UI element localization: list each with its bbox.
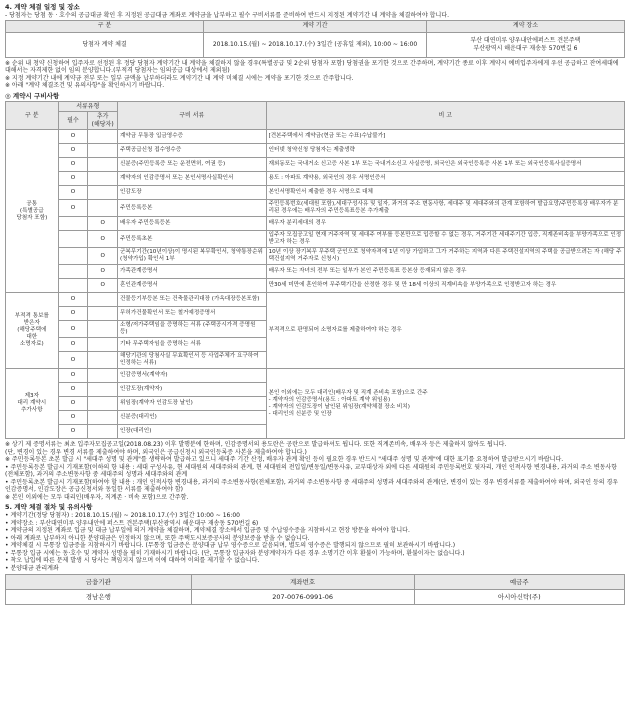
document-note: 배우자 분리세대의 경우 <box>266 217 624 231</box>
document-note: 배우자 또는 자녀의 전부 또는 일부가 본인 주민등록표 등본상 등재되지 않은 경우 <box>266 265 624 279</box>
procedure-line: • 계약체결 시 무통장 입금증을 지참하시기 바랍니다. (무통장 입금증은 분양대금 납부 영수증으로 갈음되며, 별도의 영수증은 발행되지 않으므로 필히 보관하시기 바랍니다.) <box>5 542 456 550</box>
table-row <box>6 293 625 307</box>
additional-mark <box>88 186 118 200</box>
additional-mark <box>88 397 118 411</box>
document-name: 인장(대리인) <box>118 425 267 439</box>
section-4-title: 4. 계약 체결 일정 및 장소 <box>5 3 80 11</box>
bank-header-account: 계좌번호 <box>191 575 414 590</box>
required-mark: O <box>58 425 88 439</box>
additional-mark <box>88 411 118 425</box>
procedure-line: • 아래 계좌로 납부하지 아니한 분양대금은 인정하지 않으며, 또한 주택도시보증공사의 분양보증을 받을 수 없습니다. <box>5 534 310 542</box>
document-note: 인터넷 청약신청 당첨자는 제출생략 <box>266 144 624 158</box>
note: (단, 변경이 있는 경우 변경 서류를 제출하여야 하며, 외국인은 공급신청시 외국인등록증 사본을 제출하여야 합니다.) <box>5 448 307 456</box>
additional-mark <box>88 352 118 369</box>
document-note: [견본주택에서 계약금(현금 또는 수표)수납불가] <box>266 130 624 144</box>
required-mark <box>58 279 88 293</box>
docs-header-additional: 추가 (해당자) <box>88 112 118 130</box>
required-mark <box>58 265 88 279</box>
bank-header-institution: 금융기관 <box>6 575 192 590</box>
group-note-line: 본인 이외에는 모두 대리인(배우자 및 직계 존비속 포함)으로 간주 <box>268 389 428 396</box>
table-row <box>6 279 625 293</box>
docs-notes <box>5 441 625 501</box>
schedule-type: 당첨자 계약 체결 <box>6 32 204 57</box>
procedure-line: • 계약장소 : 부산대연미루 양우내안에 퍼스트 견본주택(부산광역시 해운대구 재송동 570번길 6) <box>5 519 259 527</box>
table-row <box>6 231 625 248</box>
additional-mark: O <box>88 231 118 248</box>
note: • 주민등록등본 발급시 기재포함(이하의 항 내용 : 세대 구성사유, 현 세대원의 세대주와의 관계, 현 세대원의 전입일/변동일/변동사유, 교부대상자 외에 다른 세대원의 주민등록번호 뒷자리, 개인 인적사항 변경내용, 과거의 주소 변동사항(전체포함), 과거의 주소변동사항 중 세대주의 성명과 세대주와의 관계 <box>5 463 618 479</box>
bank-name: 경남은행 <box>6 590 192 605</box>
document-name: 인감도장(계약자) <box>118 383 267 397</box>
document-name: 건물등기부등본 또는 건축물관리대장 (가옥대장등본포함) <box>118 293 267 307</box>
schedule-place <box>426 32 624 57</box>
schedule-header-place: 계약 장소 <box>426 20 624 32</box>
table-row <box>6 130 625 144</box>
docs-group-label: 부적격 통보를 받은자 (해당주택에 대한 소명자료) <box>6 293 59 369</box>
additional-mark: O <box>88 265 118 279</box>
table-row <box>6 217 625 231</box>
required-mark: O <box>58 144 88 158</box>
additional-mark <box>88 144 118 158</box>
section-5-title: 5. 계약 체결 절차 및 유의사항 <box>5 503 93 512</box>
document-name: 기타 무주택자임을 증명하는 서류 <box>118 338 267 352</box>
document-name: 계약자의 인감증명서 또는 본인서명사실확인서 <box>118 172 267 186</box>
table-row <box>6 248 625 265</box>
document-note: 10년 이상 장기복무 무주택 군인으로 청약자격에 1년 이상 가입하고 그가 거주하는 지역과 다른 주택건설지역의 주택을 공급받으려는 자 (해당 주택건설지역 거주자로 신청시) <box>266 248 624 265</box>
required-mark: O <box>58 158 88 172</box>
note: • 주민등록초본 발급시 기재포함(하여야 할 내용 : 개인 인적사항 변경내용, 과거의 주소변동사항(전체포함), 과거의 주소변동사항 중 세대주의 성명과 세대주와의 관계(단, 변경이 있는 경우 변경서류를 제출하여야 하며, 외국인 등의 경우 인감증명서, 인감도장은 공급신청서와 동일한 서류를 제출하여야 함) <box>5 478 619 494</box>
required-mark: O <box>58 338 88 352</box>
group-note: 부적격으로 판명되어 소명자료를 제출하여야 하는 경우 <box>266 293 624 369</box>
required-mark: O <box>58 411 88 425</box>
additional-mark <box>88 158 118 172</box>
docs-header-doctype: 서류유형 <box>58 101 117 112</box>
table-row <box>6 265 625 279</box>
document-name: 위임장(계약자 인감도장 날인) <box>118 397 267 411</box>
additional-mark <box>88 293 118 307</box>
docs-title: ◎ 계약시 구비사항 <box>5 91 60 100</box>
document-name: 해당기관의 당첨사실 무효확인서 등 사업주체가 요구하여 인정하는 서류) <box>118 352 267 369</box>
required-mark <box>58 231 88 248</box>
procedure-line: • 계약기간(정당 당첨자) : 2018.10.15.(월) ~ 2018.10.17.(수) 3일간 10:00 ~ 16:00 <box>5 512 241 520</box>
table-row <box>6 186 625 200</box>
document-name: 인감증명서(계약자) <box>118 369 267 383</box>
document-name: 군복무기간(10년이상)이 명시된 복무확인서, 청약통장순위(청약가입) 확인서 1부 <box>118 248 267 265</box>
document-name: 신분증(주민등록증 또는 운전면허, 여권 등) <box>118 158 267 172</box>
bank-account-number: 207-0076-0991-06 <box>191 590 414 605</box>
document-name: 가족관계증명서 <box>118 265 267 279</box>
schedule-period: 2018.10.15.(월) ~ 2018.10.17.(수) 3일간 (공휴일 제외), 10:00 ~ 16:00 <box>204 32 427 57</box>
docs-body <box>6 130 625 439</box>
note: ※ 지정 계약기간 내에 계약금 전부 또는 일부 금액을 납부하더라도 계약기간 내 계약 미체결 시에는 계약을 포기한 것으로 간주합니다. <box>5 74 354 82</box>
required-mark: O <box>58 172 88 186</box>
document-name: 주민등록초본 <box>118 231 267 248</box>
note: ※ 본인 이외에는 모두 대리인(배우자, 직계존 · 비속 포함)으로 간주함. <box>5 493 189 501</box>
additional-mark <box>88 338 118 352</box>
procedure-line: • 분양대금 관리계좌 <box>5 564 59 572</box>
schedule-header-type: 구 분 <box>6 20 204 32</box>
docs-group-label: 제3자 대리 계약시 추가사항 <box>6 369 59 439</box>
table-row <box>6 200 625 217</box>
additional-mark <box>88 200 118 217</box>
required-mark: O <box>58 397 88 411</box>
document-name: 무허가건물확인서 또는 철거예정증명서 <box>118 307 267 321</box>
note: ※ 상기 제 증명서류는 최초 입주자모집공고일(2018.08.23) 이후 발행분에 한하며, 인감증명서의 용도란은 공란으로 발급하셔도 됩니다. 또한 직계존비속, 배우자 등은 제출하지 않아도 됩니다. <box>5 441 507 449</box>
procedure-line: • 계약금의 지정된 계좌로 입금 및 대금 납부일에 의거 계약을 체결하며, 계약체결 장소에서 입금증 및 수납영수증을 지참하시고 현장 방문을 하여야 합니다. <box>5 527 410 535</box>
required-mark: O <box>58 293 88 307</box>
schedule-place-name: 부산 대연미루 양우내안에퍼스트 견본주택 <box>470 37 581 45</box>
additional-mark <box>88 130 118 144</box>
document-note: 재외동포는 국내거소 신고증 사본 1부 또는 국내거소신고 사실증명, 외국인은 외국인등록증 사본 1부 또는 외국인등록사실증명서 <box>266 158 624 172</box>
table-row <box>6 158 625 172</box>
group-note-line: - 계약자의 인감도장이 날인된 위임장(계약체결 장소 비치) <box>268 403 410 410</box>
docs-header-gubun: 구 분 <box>6 101 59 130</box>
document-name: 주민등록등본 <box>118 200 267 217</box>
additional-mark: O <box>88 279 118 293</box>
note: ※ 아래 "계약 체결조건 및 유의사항"을 확인하시기 바랍니다. <box>5 82 165 90</box>
docs-header-docs: 구비 서류 <box>118 101 267 130</box>
docs-header-required: 필수 <box>58 112 88 130</box>
procedure-line: • 착오 납입에 따른 문제 발생 시 당사는 책임지지 않으며 이에 대하여 이의를 제기할 수 없습니다. <box>5 557 260 565</box>
additional-mark <box>88 369 118 383</box>
document-note: 입주자 모집공고일 현재 거주자역 및 세대주 여부를 등본만으로 입증할 수 없는 경우, 거주기간 세대주기간 입증, 직계존비속을 부양가족으로 인정받고자 하는 경우 <box>266 231 624 248</box>
group-note <box>266 369 624 439</box>
additional-mark <box>88 425 118 439</box>
additional-mark: O <box>88 217 118 231</box>
required-mark <box>58 248 88 265</box>
document-note: 용도 : 아파트 계약용, 외국인의 경우 서명인증서 <box>266 172 624 186</box>
document-note: 만30세 미만에 혼인하여 무주택기간을 산정한 경우 및 만 18세 이상의 직계비속을 부양가족으로 인정받고자 하는 경우 <box>266 279 624 293</box>
bank-account-table <box>5 574 625 605</box>
table-row <box>6 172 625 186</box>
required-mark <box>58 217 88 231</box>
additional-mark <box>88 172 118 186</box>
required-mark: O <box>58 321 88 338</box>
additional-mark: O <box>88 248 118 265</box>
document-name: 주택공급신청 접수영수증 <box>118 144 267 158</box>
required-mark: O <box>58 200 88 217</box>
additional-mark <box>88 307 118 321</box>
group-note-line: - 대리인의 신분증 및 인장 <box>268 410 332 417</box>
docs-group-label: 공통 (특별공급 당첨자 포함) <box>6 130 59 293</box>
section-4-desc: - 당첨자는 당첨 동 · 호수의 공급대금 확인 후 지정된 공급대금 계좌로 계약금을 납부하고 필수 구비서류를 준비하여 반드시 지정된 계약기간 내 계약을 체결하여야 합니다. <box>5 12 449 20</box>
table-row <box>6 144 625 158</box>
bank-account-holder: 아시아신탁(주) <box>414 590 624 605</box>
document-name: 배우자 주민등록등본 <box>118 217 267 231</box>
document-name: 소형/저가주택임을 증명하는 서류 (주택공시가격 증명원 등) <box>118 321 267 338</box>
table-row <box>6 369 625 383</box>
additional-mark <box>88 321 118 338</box>
required-mark: O <box>58 130 88 144</box>
document-note: 본인서명확인서 제출한 경우 서명으로 대체 <box>266 186 624 200</box>
required-mark: O <box>58 186 88 200</box>
required-documents-table <box>5 101 625 439</box>
note: ※ 주민등록등본 초본 발급 시 "세대주 성명 및 관계"를 생략하여 발급하고 있으니 세대주 기간 산정, 배우자 관계 확인 등이 필요한 경우 반드시 "세대주 성명 및 관계"에 대한 표기를 요청하여 발급받으시기 바랍니다. <box>5 456 564 464</box>
note: ※ 순위 내 청약 신청하여 입주자로 선정된 후 정당 당첨자 계약기간 내 계약을 체결하지 않을 경우(특별공급 및 2순위 당첨자 포함) 당첨권을 포기한 것으로 간주하며, 계약기간 종료 이후 계약시 예비입주자에게 우선 공급하고 잔여세대에 대해서는 자격제한 없이 임의 분양합니다.(부적격 당첨자는 임의공급 대상에서 제외됨) <box>5 59 619 75</box>
required-mark: O <box>58 369 88 383</box>
group-note-line: - 계약자의 인감증명서(용도 : 아파트 계약 위임용) <box>268 396 391 403</box>
document-name: 신분증(대리인) <box>118 411 267 425</box>
document-name: 계약금 무통장 입금영수증 <box>118 130 267 144</box>
schedule-header-period: 계약 기간 <box>204 20 427 32</box>
required-mark: O <box>58 307 88 321</box>
required-mark: O <box>58 352 88 369</box>
contract-schedule-table <box>5 20 625 58</box>
document-name: 혼인관계증명서 <box>118 279 267 293</box>
schedule-place-address: 부산광역시 해운대구 재송동 570번길 6 <box>473 44 578 52</box>
required-mark: O <box>58 383 88 397</box>
document-name: 인감도장 <box>118 186 267 200</box>
docs-header-note: 비 고 <box>266 101 624 130</box>
bank-header-holder: 예금주 <box>414 575 624 590</box>
additional-mark <box>88 383 118 397</box>
procedure-line: • 무통장 입금 시에는 동·호수 및 계약자 성명을 필히 기재하시기 바랍니다. (단, 무통장 입금자와 분양계약자가 다른 경우 소명기간 이후 환불이 가능하며, 환불이자는 없습니다.) <box>5 549 465 557</box>
section-5-lines <box>5 512 625 572</box>
document-note: 주민등록번호(세대원 포함),세대구성사유 및 일자, 과거의 주소 변동사항, 세대주 및 세대주와의 관계 포함하여 발급요망/주민등록상 배우자가 분리된 경우에는 배우자의 주민등록표등본 추가제출 <box>266 200 624 217</box>
section-4-notes <box>5 60 625 90</box>
